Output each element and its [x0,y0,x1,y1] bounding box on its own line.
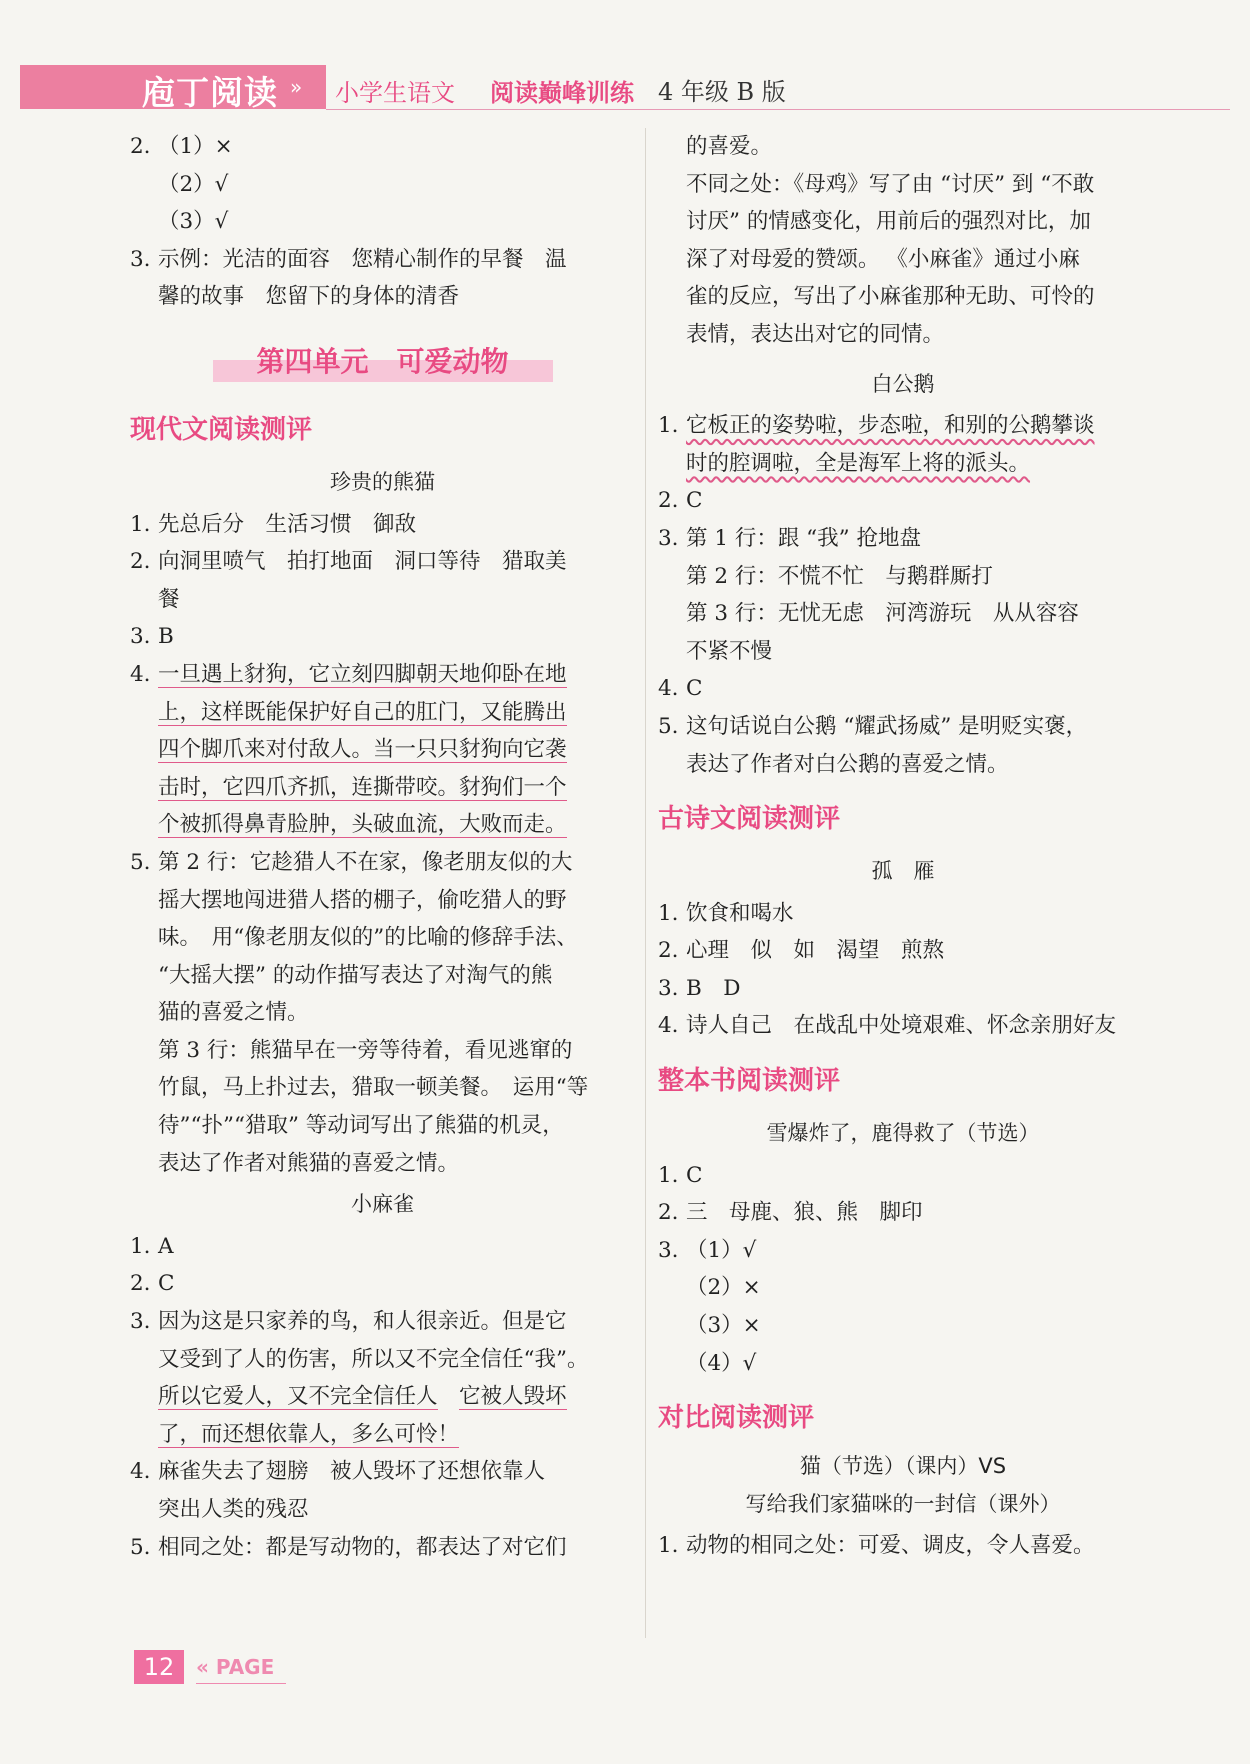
answer-text: 馨的故事 您留下的身体的清香 [158,284,460,310]
answer-text: “大摇大摆” 的动作描写表达了对淘气的熊 [158,962,553,988]
answer-line [658,1157,1148,1195]
header-grade: 4 年级 B 版 [658,78,786,106]
answer-number: 2. [658,488,679,514]
section-title: 整本书阅读测评 [658,1066,841,1097]
answer-text: 竹鼠，马上扑过去，猎取一顿美餐。 运用“等 [158,1075,589,1101]
article-title: 珍贵的熊猫 [330,469,435,494]
answer-number: 1. [130,1233,151,1259]
answer-line [130,166,635,204]
answer-line [658,932,1148,970]
page-header [20,65,1230,112]
header-series: 阅读巅峰训练 [490,79,634,107]
answer-line [658,1194,1148,1232]
answer-line [658,970,1148,1008]
answer-text: B [158,624,174,650]
answer-number: 5. [658,713,679,739]
header-rule [326,109,1230,110]
answer-line: 表情，表达出对它的同情。 [686,321,945,347]
answer-number: 2. [130,549,151,575]
answer-line [658,895,1148,933]
page-label: « PAGE [196,1655,275,1679]
answer-item: 1. 它板正的姿势啦，步态啦，和别的公鹅攀谈 时的腔调啦，全是海军上将的派头。 [658,413,1095,476]
answer-text: 一旦遇上豺狗，它立刻四脚朝天地仰卧在地 [158,661,567,687]
answer-list [130,506,635,656]
page-number: 12 [134,1650,184,1684]
article-title: 小麻雀 [351,1192,414,1217]
answer-text: 第 1 行：跟 “我” 抢地盘 [686,525,921,551]
answer-number: 3. [130,246,151,272]
answer-line [130,543,635,581]
answer-number: 3. [658,525,679,551]
answer-number: 2. [658,938,679,964]
answer-text: （1）√ [686,1237,757,1263]
answer-line [658,1269,1148,1307]
answer-line [658,670,1148,708]
answer-text: 因为这是只家养的鸟，和人很亲近。但是它 [158,1309,567,1335]
answer-number: 3. [658,1237,679,1263]
answer-text: 摇大摆地闯进猎人搭的棚子，偷吃猎人的野 [158,887,567,913]
answer-list [130,1453,635,1566]
answer-text: 心理 似 如 渴望 煎熬 [686,938,945,964]
answer-text: 猫的喜爱之情。 [158,1000,309,1026]
answer-text: 第 3 行：无忧无虑 河湾游玩 从从容容 [686,601,1079,627]
answer-text: A [158,1233,174,1259]
answer-text: （2）√ [158,171,229,197]
answer-list [658,1527,1148,1565]
article-title: 白公鹅 [871,371,935,396]
answer-number: 2. [130,1271,151,1297]
answer-line [130,1341,635,1379]
answer-text: 个被抓得鼻青脸肿，头破血流，大败而走。 [158,812,567,838]
answer-line [658,1527,1148,1565]
answer-line [658,746,1148,784]
article-title: 孤 雁 [871,859,935,884]
answer-line [130,618,635,656]
article-title: 写给我们家猫咪的一封信（课外） [745,1491,1061,1516]
answer-line: 深了对母爱的赞颂。 《小麻雀》通过小麻 [686,246,1080,272]
answer-number: 1. [658,900,679,926]
answer-item [130,656,635,844]
answer-text: 餐 [158,586,180,612]
answer-line: 的喜爱。 [686,134,773,159]
answer-number: 5. [130,1534,151,1560]
answer-number: 2. [658,1200,679,1226]
answer-text: 第 2 行：它趁猎人不在家，像老朋友似的大 [158,849,573,875]
answer-text: （1）× [158,134,233,159]
answer-number: 2. [130,134,151,159]
answer-line [658,558,1148,596]
answer-text: 这句话说白公鹅 “耀武扬威” 是明贬实褒， [686,713,1088,739]
answer-text: 动物的相同之处：可爱、调皮，令人喜爱。 [686,1533,1095,1559]
underlined-answer: 所以它爱人，又不完全信任人 它被人毁坏 [158,1384,567,1410]
answer-line [130,241,635,279]
footer-rule [196,1683,286,1684]
answer-text: 它板正的姿势啦，步态啦，和别的公鹅攀谈 [686,413,1095,439]
answer-continued [658,128,1148,354]
answer-text: C [158,1271,175,1297]
answer-number: 4. [130,1459,151,1485]
answer-text: 三 母鹿、狼、熊 脚印 [686,1200,923,1226]
answer-line [130,278,635,316]
answer-text: （4）√ [686,1350,757,1376]
answer-text: 待”“扑”“猎取” 等动词写出了熊猫的机灵， [158,1113,564,1139]
brand-arrow: » [290,75,303,99]
answer-number: 3. [658,975,679,1001]
answer-line: 雀的反应，写出了小麻雀那种无助、可怜的 [686,284,1095,310]
answer-text: （2）× [686,1275,761,1301]
answer-number: 3. [130,1309,151,1335]
answer-text: 表达了作者对熊猫的喜爱之情。 [158,1150,460,1176]
answer-line [130,1228,635,1266]
answer-text: 时的腔调啦，全是海军上将的派头。 [686,450,1031,476]
answer-line [658,595,1148,633]
answer-line [658,633,1148,671]
answer-line [658,708,1148,746]
answer-text: 相同之处：都是写动物的，都表达了对它们 [158,1534,567,1560]
answer-list [658,895,1148,1045]
left-top-answers [130,128,635,316]
answer-line [658,1007,1148,1045]
answer-line [130,128,635,166]
answer-list [130,1228,635,1378]
answer-text: 第 2 行：不慌不忙 与鹅群厮打 [686,563,993,589]
section-title: 古诗文阅读测评 [658,804,841,835]
unit-title: 第四单元 可爱动物 [213,342,553,382]
answer-line: 不同之处：《母鸡》写了由 “讨厌” 到 “不敢 [686,171,1095,197]
answer-text: C [686,676,703,702]
answer-text: 击时，它四爪齐抓，连撕带咬。豺狗们一个 [158,774,567,800]
answer-line [130,1453,635,1491]
brand-logo: 庖丁阅读 [142,73,278,112]
article-title: 猫（节选）（课内）VS [799,1454,1007,1479]
answer-text: 第 3 行：熊猫早在一旁等待着，看见逃窜的 [158,1037,573,1063]
answer-number: 1. [658,1162,679,1188]
answer-number: 3. [130,624,151,650]
left-column [130,128,635,1566]
answer-text: 示例：光洁的面容 您精心制作的早餐 温 [158,246,567,272]
answer-number: 4. [658,676,679,702]
answer-text: 饮食和喝水 [686,900,794,926]
answer-text: （3）√ [158,209,229,235]
header-subject: 小学生语文 [335,79,455,107]
answer-text: 先总后分 生活习惯 御敌 [158,511,417,537]
answer-line [130,1491,635,1529]
answer-line [130,203,635,241]
answer-text: 味。 用“像老朋友似的”的比喻的修辞手法、 [158,925,578,951]
right-column [658,128,1148,1565]
section-title: 对比阅读测评 [658,1403,815,1434]
answer-text: （3）× [686,1313,761,1339]
answer-text: 麻雀失去了翅膀 被人毁坏了还想依靠人 [158,1459,546,1485]
answer-item [130,844,635,1182]
answer-line [130,1265,635,1303]
answer-line [658,482,1148,520]
section-title: 现代文阅读测评 [130,414,313,445]
answer-number: 4. [130,661,151,687]
answer-text: 上，这样既能保护好自己的肛门，又能腾出 [158,699,567,725]
answer-line [130,506,635,544]
answer-list [658,1157,1148,1383]
answer-line: 讨厌” 的情感变化，用前后的强烈对比，加 [686,209,1091,235]
answer-number: 1. [658,1533,679,1559]
answer-number: 4. [658,1013,679,1039]
answer-text: 向洞里喷气 拍打地面 洞口等待 猎取美 [158,549,567,575]
answer-number: 5. [130,849,151,875]
answer-text: C [686,1162,703,1188]
answer-line [130,581,635,619]
answer-text: C [686,488,703,514]
answer-text: 突出人类的残忍 [158,1497,309,1522]
wavy-underlined-answer [686,413,1095,476]
answer-number: 1. [130,511,151,537]
answer-text: 又受到了人的伤害，所以又不完全信任“我”。 [158,1346,589,1372]
column-divider [645,128,646,1638]
answer-line [658,1307,1148,1345]
underlined-answer: 了，而还想依靠人，多么可怜！ [158,1421,460,1447]
answer-line [130,1303,635,1341]
answer-text: B D [686,975,741,1001]
answer-list [658,482,1148,783]
answer-text: 诗人自己 在战乱中处境艰难、怀念亲朋好友 [686,1013,1117,1039]
answer-text: 表达了作者对白公鹅的喜爱之情。 [686,751,1009,777]
answer-line [658,1232,1148,1270]
answer-text: 不紧不慢 [686,638,773,664]
answer-line [658,1345,1148,1383]
article-title: 雪爆炸了，鹿得救了（节选） [766,1121,1040,1146]
answer-line [130,1529,635,1567]
answer-text: 四个脚爪来对付敌人。当一只只豺狗向它袭 [158,737,567,763]
underlined-answer [158,662,567,838]
answer-line [658,520,1148,558]
